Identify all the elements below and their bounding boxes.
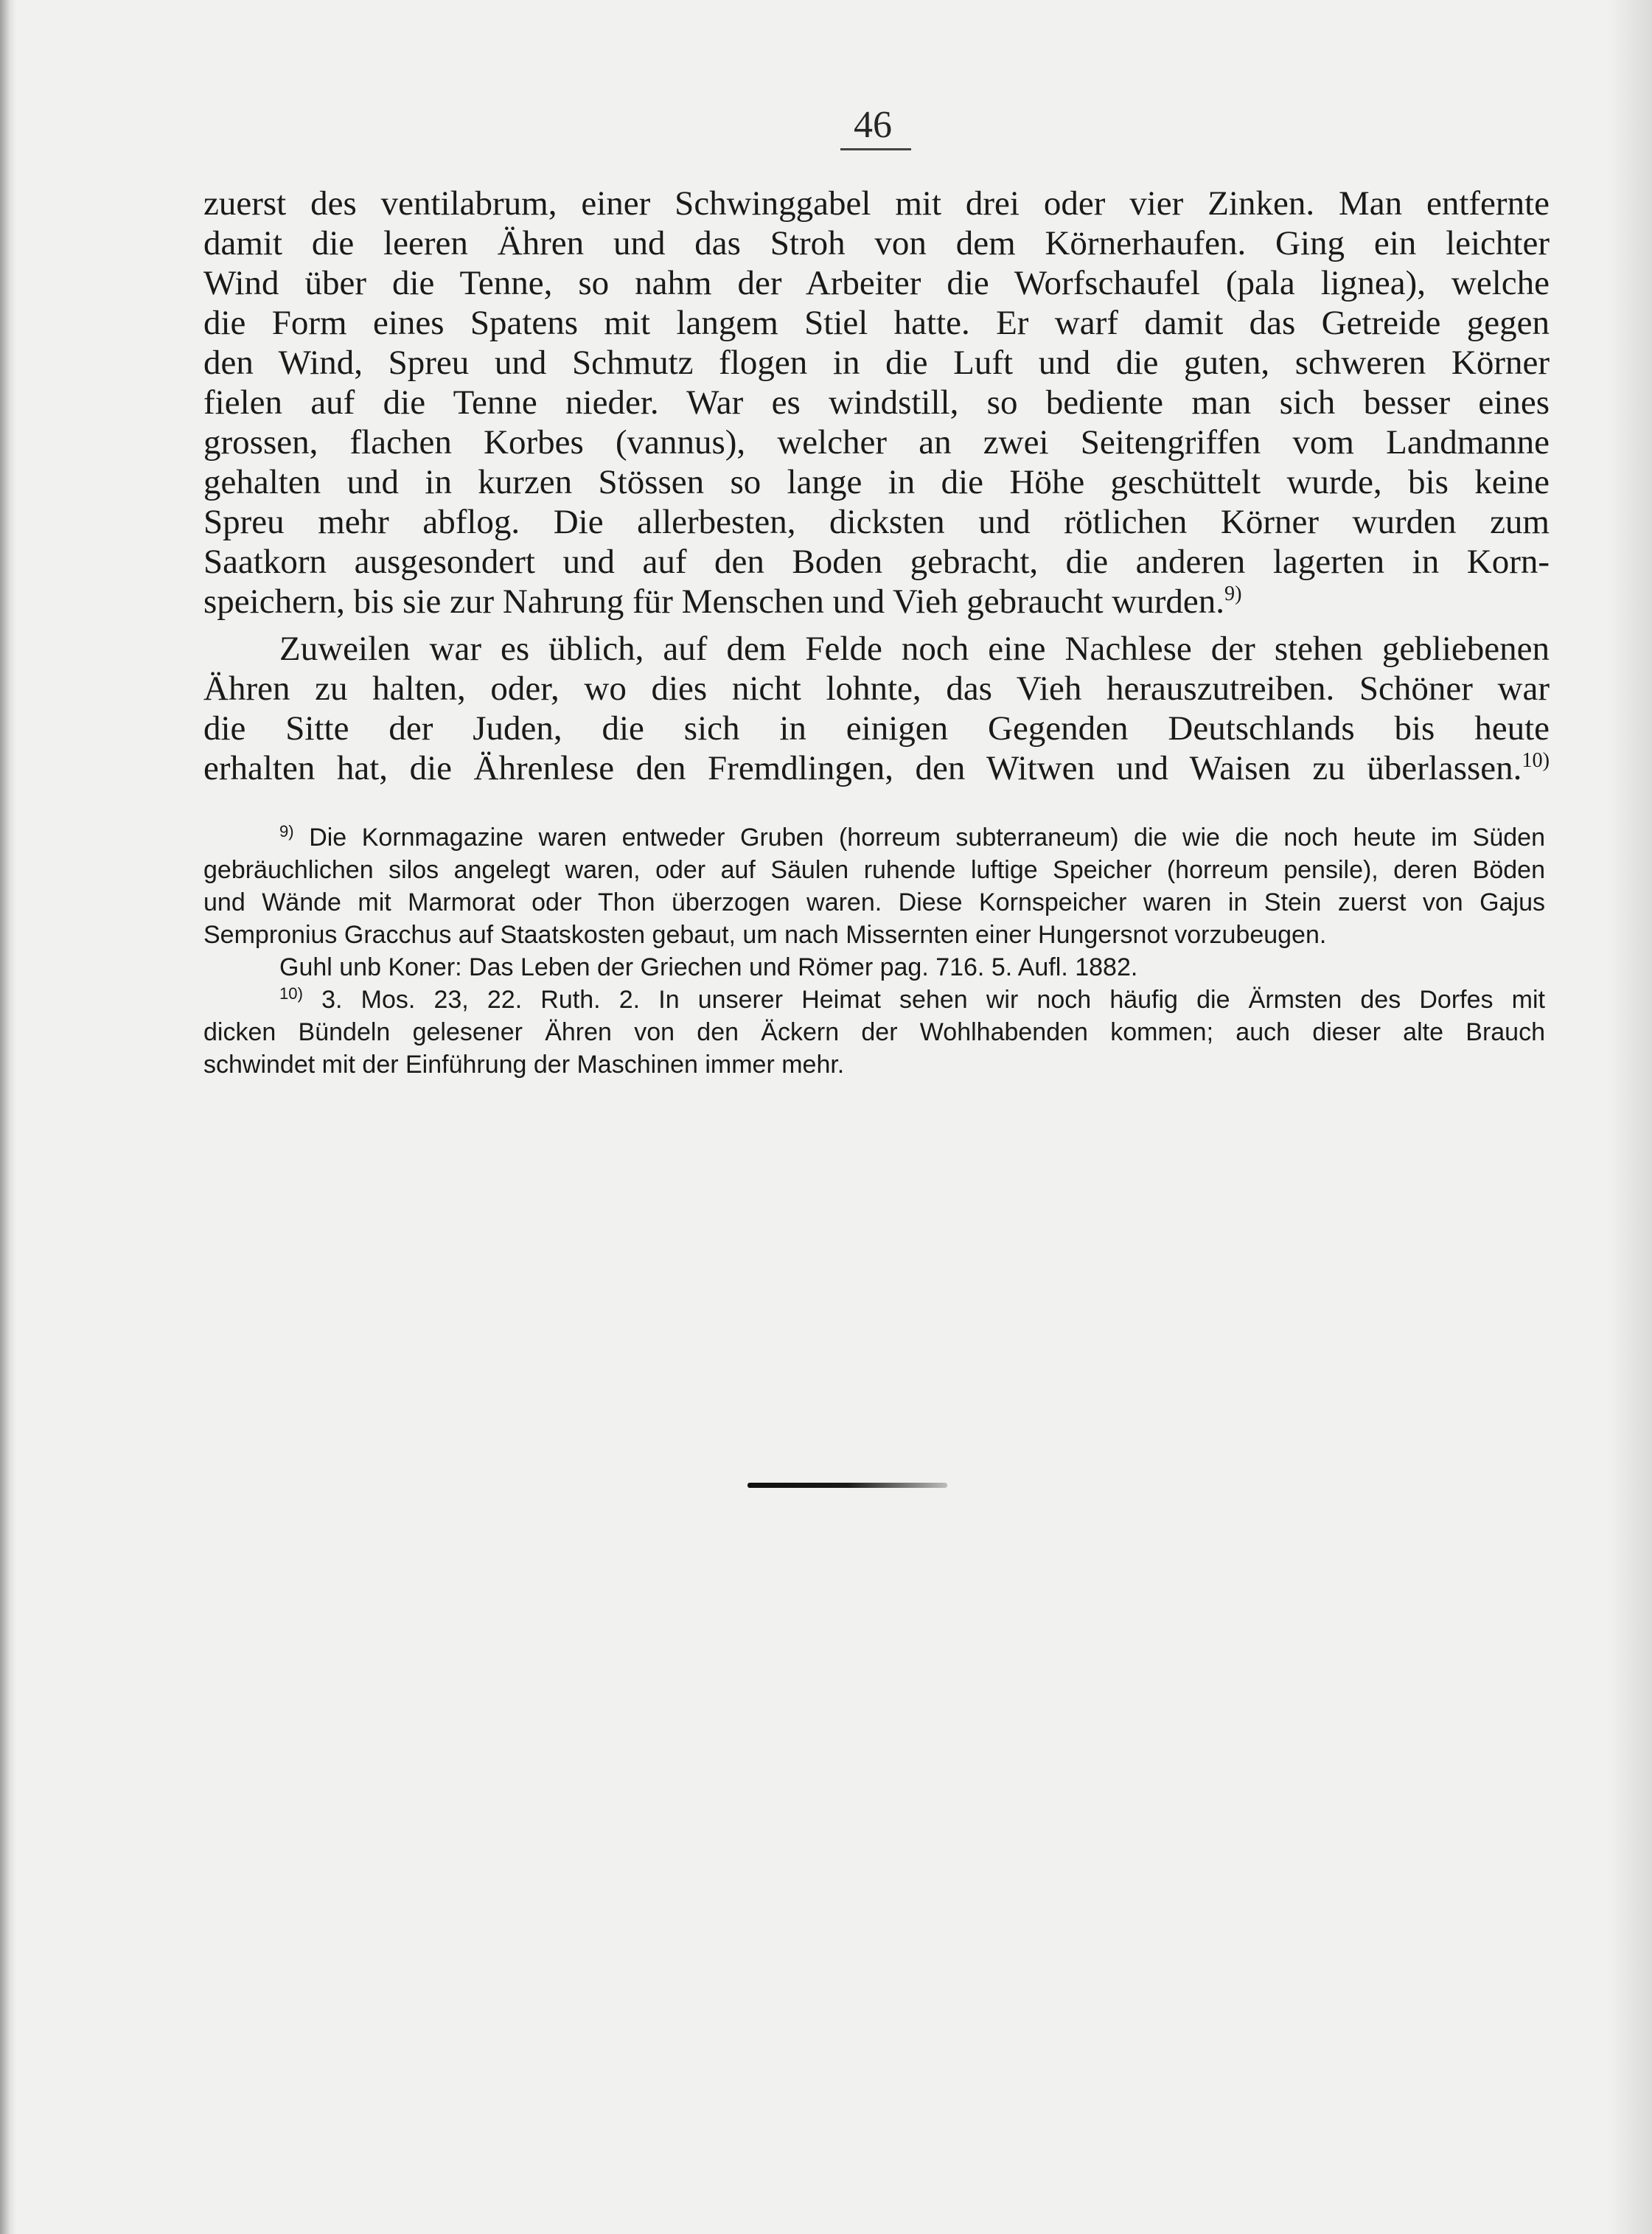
text-line: grossen, flachen Korbes (vannus), welcher an zwei Seitengriffen vom Landmanne (203, 423, 1550, 462)
text-line: gehalten und in kurzen Stössen so lange in die Höhe geschüttelt wurde, bis keine (203, 463, 1550, 501)
footnote-line: schwindet mit der Einführung der Maschinen immer mehr. (203, 1051, 845, 1079)
footnote-marker: 9) (279, 821, 294, 841)
text-line: Saatkorn ausgesondert und auf den Boden gebracht, die anderen lagerten in Korn- (203, 543, 1550, 581)
text-line (203, 582, 1550, 622)
text-line: fielen auf die Tenne nieder. War es windstill, so bediente man sich besser eines (203, 383, 1550, 422)
text-line: Zuweilen war es üblich, auf dem Felde noch eine Nachlese der stehen gebliebenen (279, 630, 1550, 668)
text-line: zuerst des ventilabrum, einer Schwinggabel mit drei oder vier Zinken. Man entfernte (203, 184, 1550, 223)
paragraph-2 (203, 629, 1550, 788)
footnote-line-content: 3. Mos. 23, 22. Ruth. 2. In unserer Heimat sehen wir noch häufig die Ärmsten des Dorfes mit (321, 986, 1545, 1014)
footnote-ref-9: 9) (1224, 582, 1242, 606)
footnote-line: und Wände mit Marmorat oder Thon überzogen waren. Diese Kornspeicher waren in Stein zuerst von Gajus (203, 888, 1545, 916)
footnote-line: dicken Bündeln gelesener Ähren von den Äckern der Wohlhabenden kommen; auch dieser alte Brauch (203, 1018, 1545, 1046)
paragraph-1 (203, 184, 1550, 622)
footnote-9 (203, 821, 1545, 984)
footnote-ref-10: 10) (1522, 749, 1550, 773)
scan-edge-right (1608, 0, 1652, 2234)
text-line-content: speichern, bis sie zur Nahrung für Menschen und Vieh gebraucht wurden. (203, 582, 1225, 621)
footnote-line (203, 984, 1545, 1016)
footnote-10 (203, 984, 1545, 1081)
text-line: damit die leeren Ähren und das Stroh von dem Körnerhaufen. Ging ein leichter (203, 224, 1550, 262)
footnote-line: gebräuchlichen silos angelegt waren, oder auf Säulen ruhende luftige Speicher (horreum pensile), deren Böden (203, 856, 1545, 884)
text-line: Spreu mehr abflog. Die allerbesten, dicksten und rötlichen Körner wurden zum (203, 503, 1550, 541)
bleed-through-rule (747, 1483, 947, 1488)
footnote-line: Sempronius Gracchus auf Staatskosten gebaut, um nach Missernten einer Hungersnot vorzubeugen. (203, 921, 1327, 949)
text-line (203, 748, 1550, 788)
page-number-rule (840, 148, 911, 150)
text-line: die Form eines Spatens mit langem Stiel hatte. Er warf damit das Getreide gegen (203, 304, 1550, 342)
page-number: 46 (854, 104, 892, 146)
text-line: Wind über die Tenne, so nahm der Arbeiter die Worfschaufel (pala lignea), welche (203, 264, 1550, 302)
text-line-content: erhalten hat, die Ährenlese den Fremdlingen, den Witwen und Waisen zu überlassen. (203, 749, 1522, 787)
scan-edge-left (0, 0, 16, 2234)
text-line: den Wind, Spreu und Schmutz flogen in die Luft und die guten, schweren Körner (203, 344, 1550, 382)
text-line: Ähren zu halten, oder, wo dies nicht lohnte, das Vieh herauszutreiben. Schöner war (203, 669, 1550, 708)
footnote-line-content: Die Kornmagazine waren entweder Gruben (horreum subterraneum) die wie die noch heute im Süden (309, 824, 1545, 852)
footnotes (203, 821, 1545, 1081)
main-text (203, 184, 1550, 788)
footnote-marker: 10) (279, 984, 303, 1003)
text-line: die Sitte der Juden, die sich in einigen Gegenden Deutschlands bis heute (203, 709, 1550, 748)
footnote-source: Guhl unb Koner: Das Leben der Griechen und Römer pag. 716. 5. Aufl. 1882. (279, 953, 1138, 981)
footnote-line (203, 821, 1545, 854)
